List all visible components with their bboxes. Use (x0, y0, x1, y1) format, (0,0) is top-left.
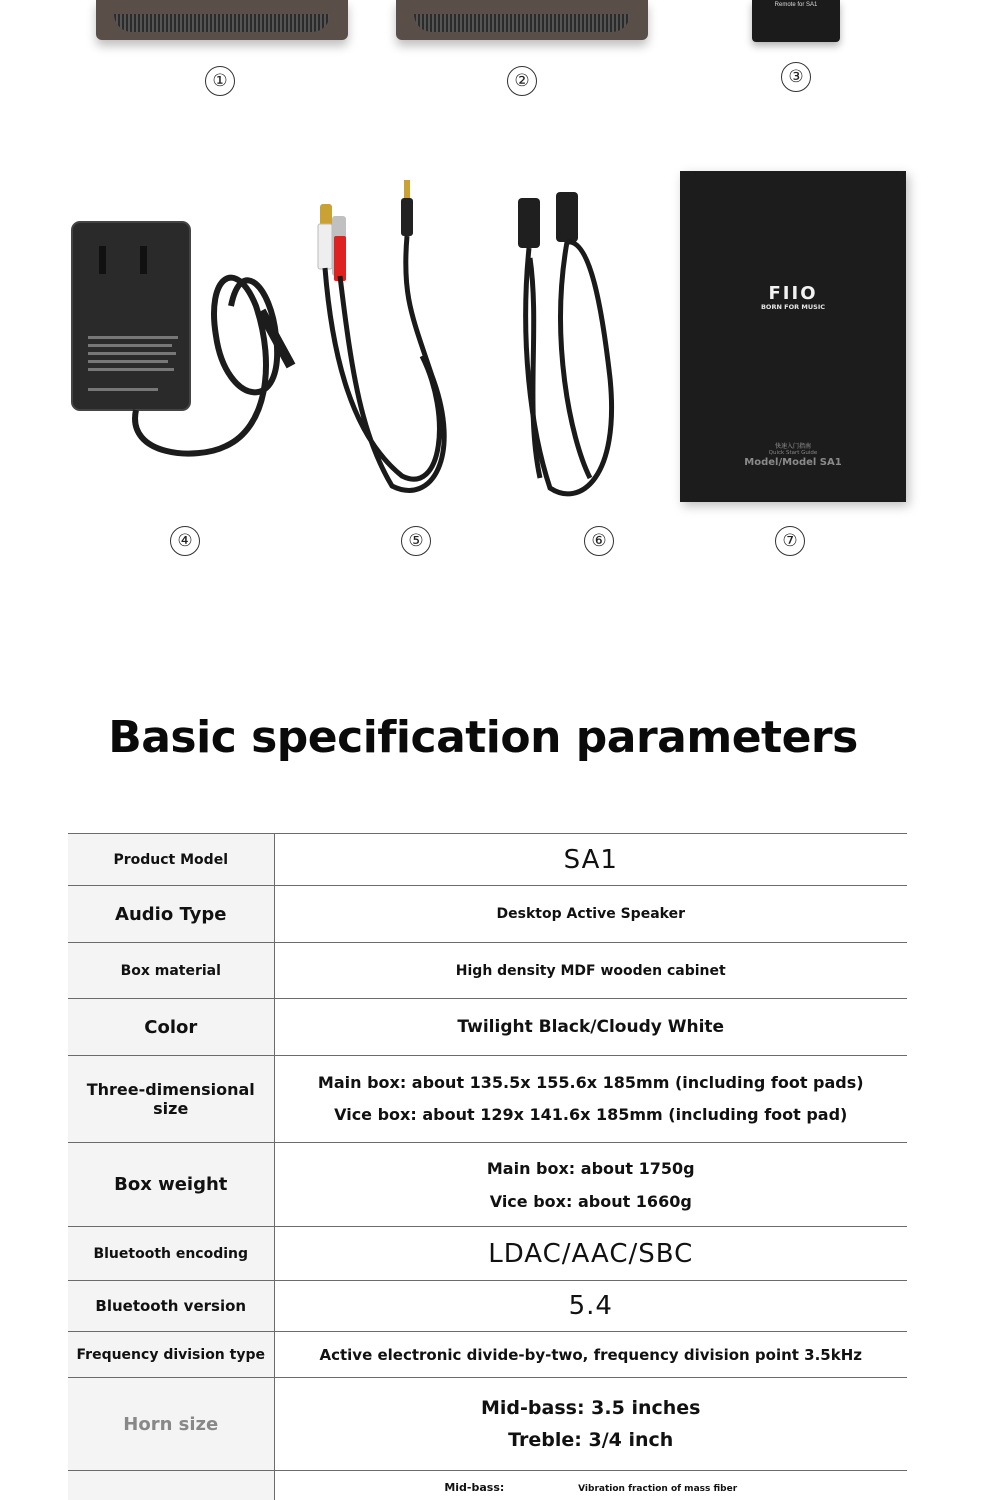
table-row (68, 1227, 907, 1281)
spec-value-line: Main box: about 135.5x 155.6x 185mm (including foot pads) (317, 1073, 864, 1092)
spec-value-line: Vice box: about 1660g (489, 1191, 692, 1211)
fiio-logo: FIIO (768, 283, 818, 304)
guide-tagline: BORN FOR MUSIC (760, 303, 826, 311)
item-number-4: ④ (170, 526, 200, 556)
guide-title-en: Quick Start Guide (768, 450, 818, 456)
spec-value: SA1 (274, 834, 907, 886)
spec-value: Active electronic divide-by-two, frequency division point 3.5kHz (274, 1332, 907, 1378)
quick-start-guide-image (680, 171, 906, 502)
item-number-2: ② (507, 66, 537, 96)
spec-key: Bluetooth encoding (68, 1227, 274, 1281)
item-number-5: ⑤ (401, 526, 431, 556)
din-cable-image (510, 178, 630, 508)
table-row (68, 886, 907, 943)
power-adapter-image (66, 216, 306, 466)
spec-value (274, 1056, 907, 1143)
main-speaker-image (96, 0, 348, 40)
table-row (68, 1471, 907, 1500)
item-number-6: ⑥ (584, 526, 614, 556)
rca-cable-image (312, 176, 472, 506)
vice-speaker-image (396, 0, 648, 40)
table-row (68, 1332, 907, 1378)
spec-key: Color (68, 999, 274, 1056)
page-title: Basic specification parameters (108, 712, 858, 763)
spec-value (274, 1471, 907, 1500)
table-row (68, 1378, 907, 1471)
spec-value: 5.4 (274, 1281, 907, 1332)
spec-value: Twilight Black/Cloudy White (274, 999, 907, 1056)
spec-value (274, 1378, 907, 1471)
item-number-3: ③ (781, 62, 811, 92)
spec-key: Bluetooth version (68, 1281, 274, 1332)
spec-value: Desktop Active Speaker (274, 886, 907, 943)
spec-value-line: Vice box: about 129x 141.6x 185mm (including foot pad) (334, 1105, 848, 1124)
item-number-7: ⑦ (775, 526, 805, 556)
remote-image (752, 0, 840, 42)
spec-value: High density MDF wooden cabinet (274, 943, 907, 999)
guide-model: Model/Model SA1 (744, 457, 842, 468)
spec-key: Product Model (68, 834, 274, 886)
table-row (68, 1056, 907, 1143)
spec-table (68, 833, 907, 1500)
spec-value-line: Vibration fraction of mass fiber (578, 1484, 738, 1494)
spec-key: Audio Type (68, 886, 274, 943)
table-row (68, 834, 907, 886)
spec-value-line: Mid-bass: (444, 1481, 505, 1494)
table-row (68, 1143, 907, 1227)
table-row (68, 999, 907, 1056)
item-number-1: ① (205, 66, 235, 96)
table-row (68, 943, 907, 999)
guide-title-cn: 快速入门指南 (774, 443, 811, 450)
spec-key: Box weight (68, 1143, 274, 1227)
spec-value: LDAC/AAC/SBC (274, 1227, 907, 1281)
table-row (68, 1281, 907, 1332)
spec-key: Horn size (68, 1378, 274, 1471)
spec-key: Frequency division type (68, 1332, 274, 1378)
spec-key: Box material (68, 943, 274, 999)
spec-value-line: Main box: about 1750g (486, 1158, 695, 1178)
spec-value-line: Treble: 3/4 inch (508, 1429, 674, 1451)
spec-value-line: Mid-bass: 3.5 inches (481, 1397, 701, 1419)
spec-key: Three-dimensional size (68, 1056, 274, 1143)
spec-value (274, 1143, 907, 1227)
spec-key (68, 1471, 274, 1500)
remote-label: Remote for SA1 (774, 2, 818, 8)
